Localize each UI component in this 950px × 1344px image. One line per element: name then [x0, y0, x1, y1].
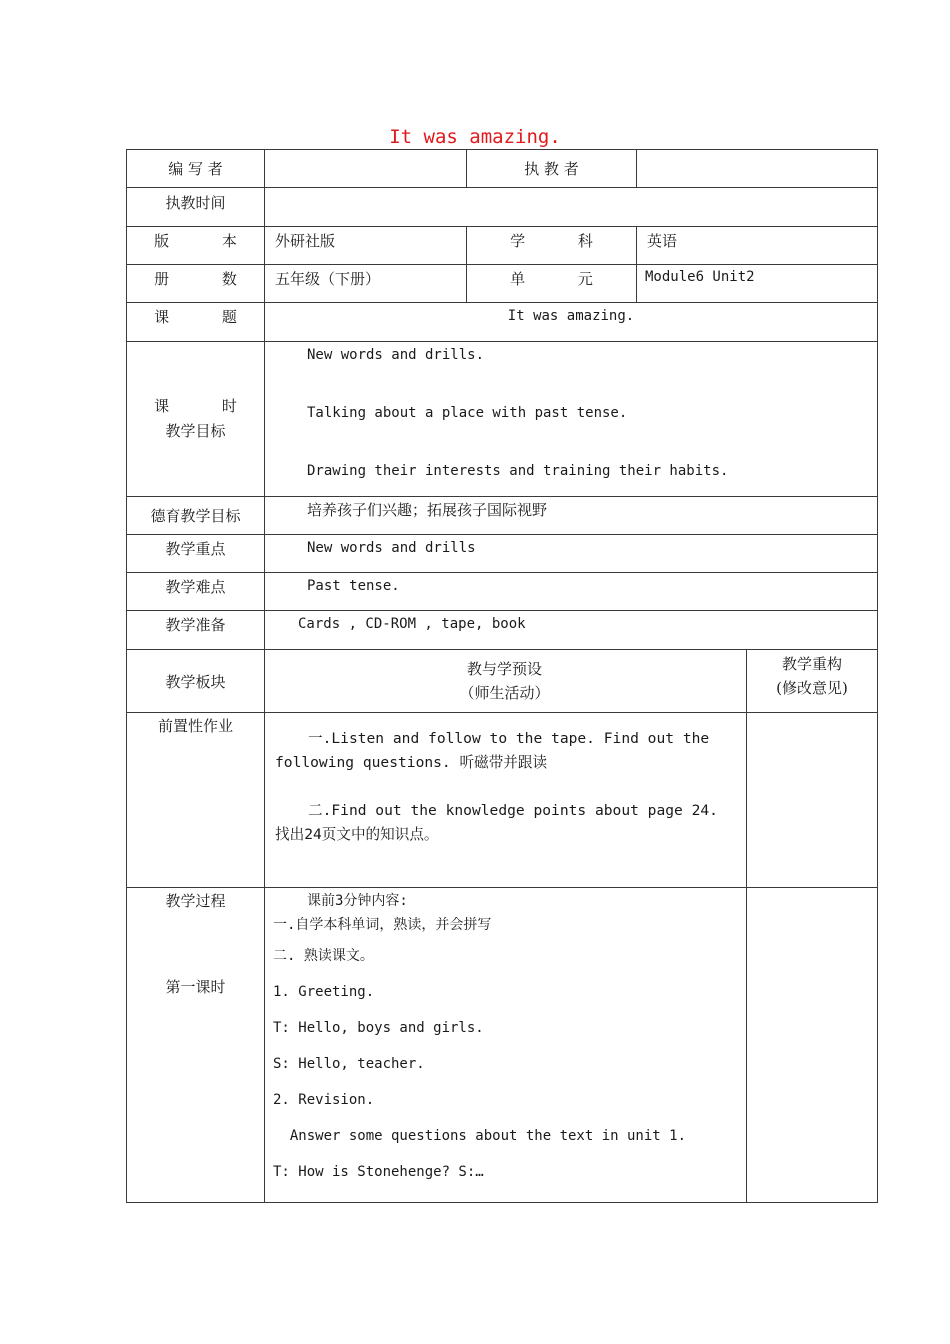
volume-label: 册 数 — [127, 265, 265, 303]
pre-homework-label: 前置性作业 — [127, 713, 265, 888]
row-difficulty — [127, 573, 878, 611]
design-line1: 教与学预设 — [466, 660, 542, 678]
teacher-value — [637, 150, 878, 188]
row-goals — [127, 342, 878, 497]
document-title: It was amazing. — [389, 126, 561, 148]
goal-item-2: Talking about a place with past tense. — [307, 405, 628, 421]
process-line-3: 1. Greeting. — [273, 984, 375, 1000]
process-line-5: S: Hello, teacher. — [273, 1056, 425, 1072]
rebuild-line2: (修改意见) — [776, 679, 848, 697]
goals-label — [127, 342, 265, 497]
teacher-label: 执 教 者 — [467, 150, 637, 188]
row-volume — [127, 265, 878, 303]
preparation-value: Cards , CD-ROM , tape, book — [265, 611, 878, 650]
volume-value: 五年级（下册） — [265, 265, 467, 303]
design-line2: （师生活动） — [459, 684, 550, 702]
rebuild-line1: 教学重构 — [781, 655, 842, 673]
moral-value: 培养孩子们兴趣；拓展孩子国际视野 — [265, 497, 878, 535]
block-label: 教学板块 — [127, 650, 265, 713]
process-line-6: 2. Revision. — [273, 1092, 375, 1108]
pre-homework-item-2: 二.Find out the knowledge points about page 24. 找出24页文中的知识点。 — [275, 802, 718, 843]
time-label: 执教时间 — [127, 188, 265, 227]
row-pre-homework — [127, 713, 878, 888]
subject-value: 英语 — [637, 227, 878, 265]
key-points-value: New words and drills — [265, 535, 878, 573]
row-key-points — [127, 535, 878, 573]
subject-label: 学 科 — [467, 227, 637, 265]
preparation-label: 教学准备 — [127, 611, 265, 650]
goal-item-3: Drawing their interests and training their habits. — [307, 463, 729, 479]
process-label-cell — [127, 888, 265, 1203]
difficulty-label: 教学难点 — [127, 573, 265, 611]
time-value — [265, 188, 878, 227]
lesson-plan-table — [126, 149, 878, 1203]
process-notes — [747, 888, 878, 1203]
pre-homework-content — [265, 713, 747, 888]
process-line-2: 二. 熟读课文。 — [273, 948, 374, 964]
edition-label: 版 本 — [127, 227, 265, 265]
row-preparation — [127, 611, 878, 650]
goal-item-1: New words and drills. — [307, 347, 485, 363]
rebuild-header — [747, 650, 878, 713]
process-label: 教学过程 — [165, 892, 226, 910]
row-author — [127, 150, 878, 188]
process-line-8: T: How is Stonehenge? S:… — [273, 1164, 484, 1180]
process-line-4: T: Hello, boys and girls. — [273, 1020, 484, 1036]
row-section-head — [127, 650, 878, 713]
row-topic — [127, 303, 878, 342]
pre-homework-notes — [747, 713, 878, 888]
difficulty-value: Past tense. — [265, 573, 878, 611]
key-points-label: 教学重点 — [127, 535, 265, 573]
pre-homework-item-1: 一.Listen and follow to the tape. Find out the following questions. 听磁带并跟读 — [275, 730, 710, 771]
edition-value: 外研社版 — [265, 227, 467, 265]
unit-label: 单 元 — [467, 265, 637, 303]
process-content — [265, 888, 747, 1203]
process-line-1: 一.自学本科单词，熟读，并会拼写 — [273, 917, 492, 933]
unit-value: Module6 Unit2 — [637, 265, 878, 303]
author-value — [265, 150, 467, 188]
goals-list — [265, 342, 878, 497]
process-sub-label: 第一课时 — [165, 978, 226, 996]
moral-label: 德育教学目标 — [127, 497, 265, 535]
row-time — [127, 188, 878, 227]
process-line-7: Answer some questions about the text in unit 1. — [273, 1128, 687, 1144]
topic-label: 课 题 — [127, 303, 265, 342]
row-edition — [127, 227, 878, 265]
process-intro: 课前3分钟内容: — [307, 893, 408, 909]
topic-value: It was amazing. — [265, 303, 878, 342]
author-label: 编 写 者 — [127, 150, 265, 188]
goals-label-line2: 教学目标 — [165, 422, 226, 440]
row-process — [127, 888, 878, 1203]
row-moral — [127, 497, 878, 535]
goals-label-line1: 课 时 — [154, 397, 237, 415]
design-header — [265, 650, 747, 713]
